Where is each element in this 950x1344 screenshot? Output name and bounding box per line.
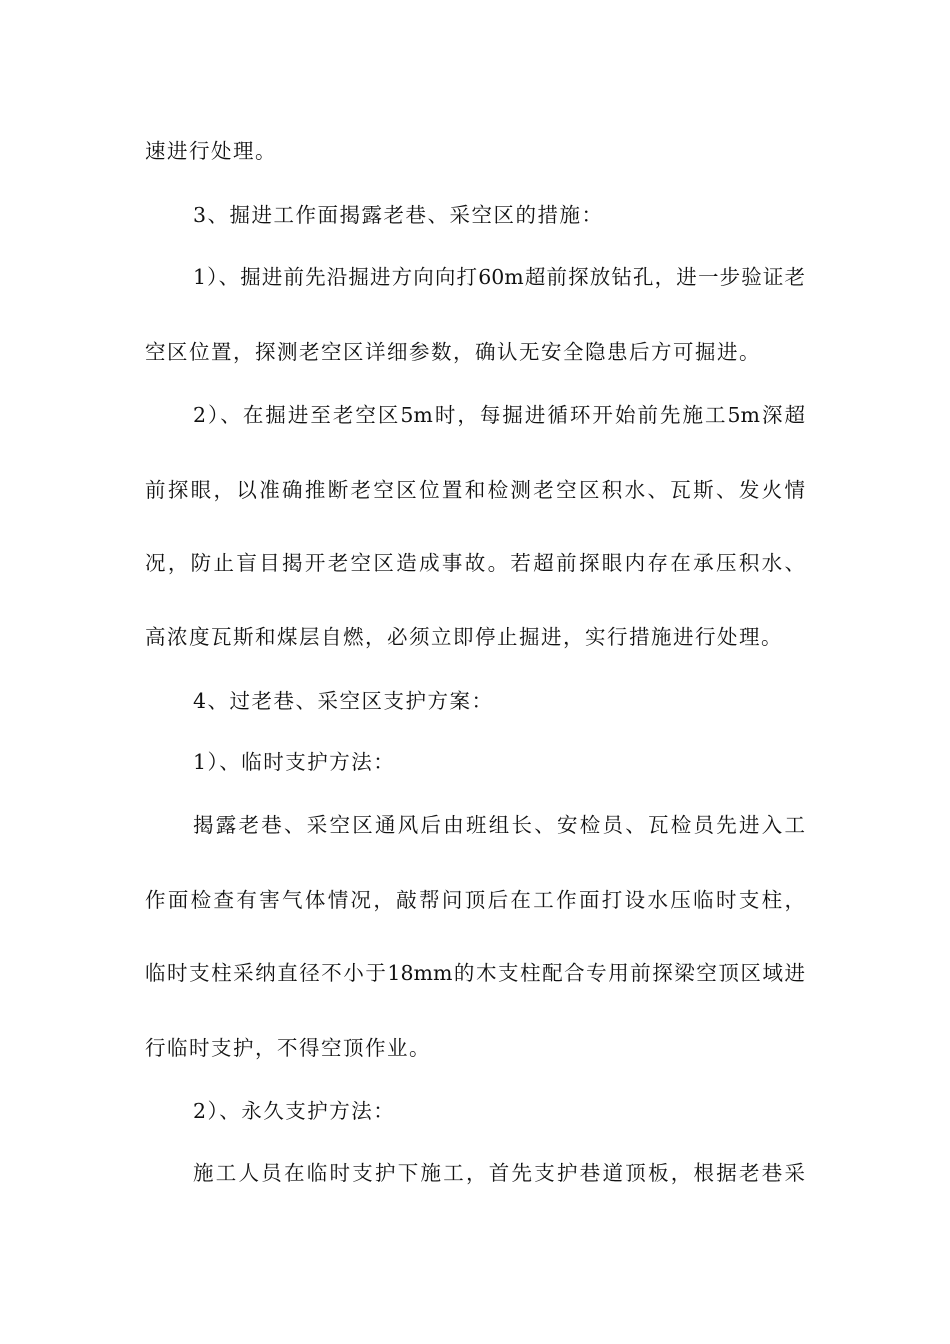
text-line: 临时支柱采纳直径不小于18mm的木支柱配合专用前探梁空顶区域进 <box>145 961 805 985</box>
text-line: 速进行处理。 <box>145 139 277 163</box>
text-line: 前探眼，以准确推断老空区位置和检测老空区积水、瓦斯、发火情 <box>145 478 805 502</box>
text-line: 况，防止盲目揭开老空区造成事故。若超前探眼内存在承压积水、 <box>145 551 805 575</box>
text-line: 揭露老巷、采空区通风后由班组长、安检员、瓦检员先进入工 <box>193 813 805 837</box>
sub-heading: 1）、临时支护方法： <box>193 750 396 774</box>
text-line: 1）、掘进前先沿掘进方向向打60m超前探放钻孔，进一步验证老 <box>193 265 805 289</box>
section-heading: 4、过老巷、采空区支护方案： <box>193 689 494 713</box>
text-line: 施工人员在临时支护下施工，首先支护巷道顶板，根据老巷采 <box>193 1161 805 1185</box>
sub-heading: 2）、永久支护方法： <box>193 1099 396 1123</box>
text-line: 空区位置，探测老空区详细参数，确认无安全隐患后方可掘进。 <box>145 340 761 364</box>
text-line: 作面检查有害气体情况，敲帮问顶后在工作面打设水压临时支柱， <box>145 888 805 912</box>
text-line: 高浓度瓦斯和煤层自燃，必须立即停止掘进，实行措施进行处理。 <box>145 625 783 649</box>
text-line: 2）、在掘进至老空区5m时，每掘进循环开始前先施工5m深超 <box>193 403 805 427</box>
section-heading: 3、掘进工作面揭露老巷、采空区的措施： <box>193 203 604 227</box>
text-line: 行临时支护，不得空顶作业。 <box>145 1036 431 1060</box>
